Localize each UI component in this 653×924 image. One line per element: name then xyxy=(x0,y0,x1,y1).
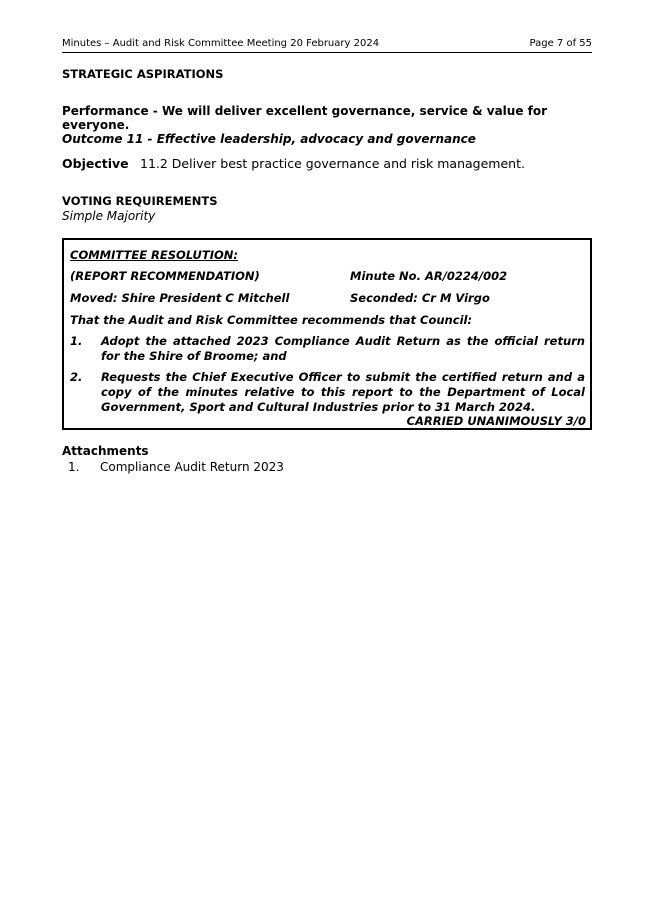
page-header xyxy=(62,38,592,53)
page-number: Page 7 of 55 xyxy=(529,38,592,49)
performance-statement: Performance - We will deliver excellent governance, service & value for everyone. xyxy=(62,104,548,132)
header-title: Minutes – Audit and Risk Committee Meeting 20 February 2024 xyxy=(62,38,380,49)
voting-value: Simple Majority xyxy=(62,209,156,223)
resolution-item-number: 2. xyxy=(70,370,83,384)
resolution-intro: That the Audit and Risk Committee recommends that Council: xyxy=(70,313,473,327)
objective-text: 11.2 Deliver best practice governance and risk management. xyxy=(140,156,525,171)
outcome-statement: Outcome 11 - Effective leadership, advocacy and governance xyxy=(62,132,476,146)
minute-number: Minute No. AR/0224/002 xyxy=(350,269,508,283)
objective-row xyxy=(62,156,525,171)
committee-resolution-box xyxy=(62,238,592,430)
seconded-by: Seconded: Cr M Virgo xyxy=(350,291,490,305)
voting-heading: VOTING REQUIREMENTS xyxy=(62,194,218,208)
report-recommendation: (REPORT RECOMMENDATION) xyxy=(70,269,260,283)
resolution-item-text: Requests the Chief Executive Officer to submit the certified return and a copy of the minutes relative to this report to the Department of Local Government, Sport and Cultural Industries prior to 31 March 2024. xyxy=(101,370,585,414)
resolution-title: COMMITTEE RESOLUTION: xyxy=(70,248,238,262)
objective-label: Objective xyxy=(62,156,129,171)
carried-status: CARRIED UNANIMOUSLY 3/0 xyxy=(406,414,586,428)
attachment-item xyxy=(68,460,284,474)
resolution-item-number: 1. xyxy=(70,334,83,348)
resolution-item-text: Adopt the attached 2023 Compliance Audit Return as the official return for the Shire of Broome; and xyxy=(101,334,585,363)
attachment-title: Compliance Audit Return 2023 xyxy=(100,460,284,474)
moved-by: Moved: Shire President C Mitchell xyxy=(70,291,290,305)
attachment-number: 1. xyxy=(68,460,80,474)
strategic-heading: STRATEGIC ASPIRATIONS xyxy=(62,67,224,81)
attachments-heading: Attachments xyxy=(62,444,149,458)
